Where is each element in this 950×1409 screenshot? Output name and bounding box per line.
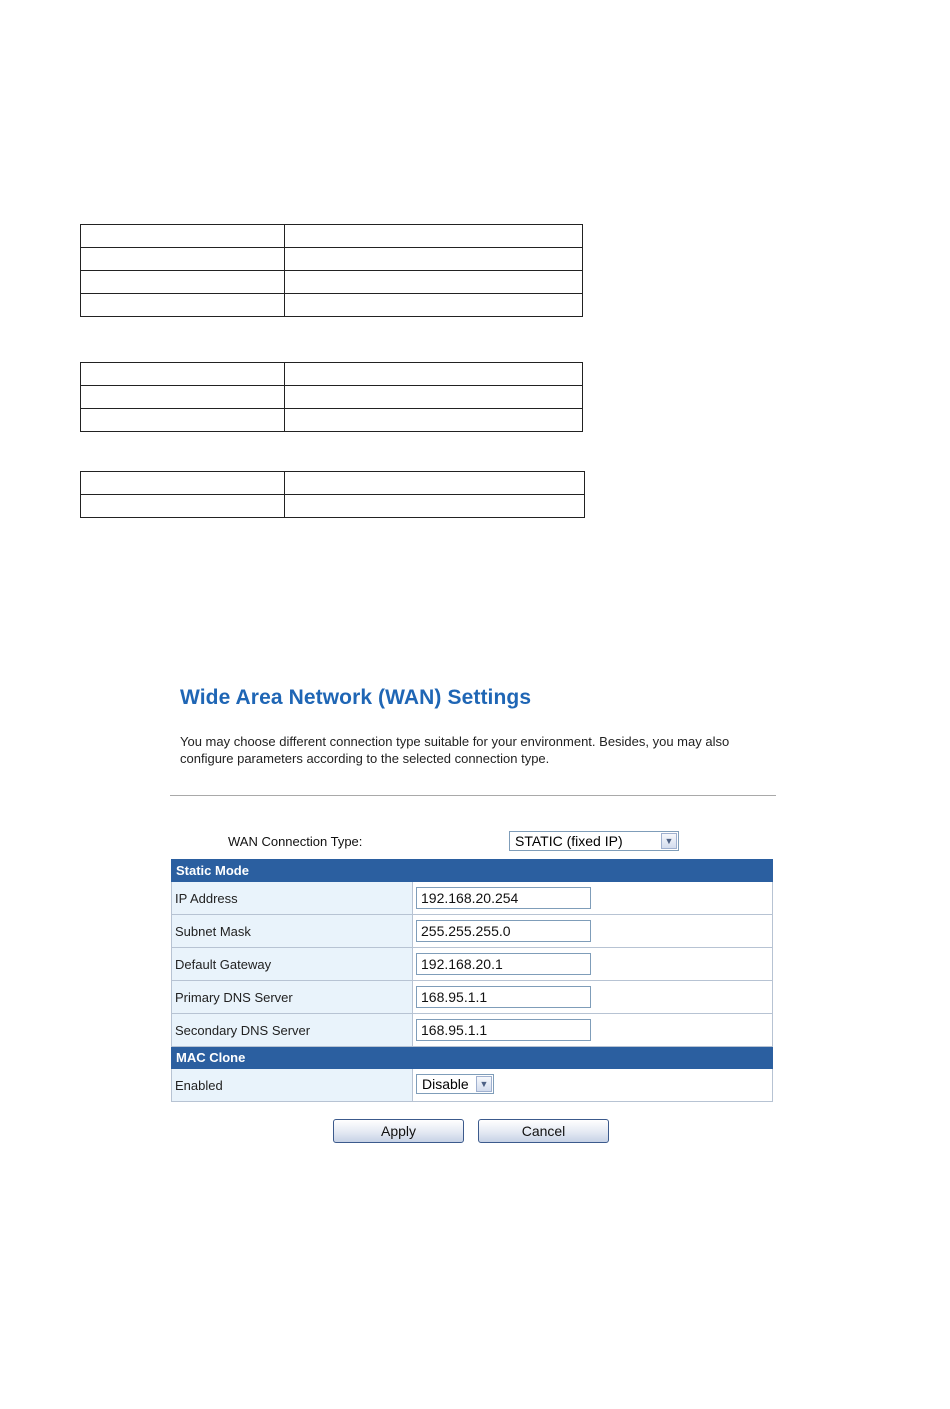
static-mode-heading: Static Mode (172, 860, 773, 882)
table-row (172, 981, 773, 1014)
primary-dns-label: Primary DNS Server (172, 981, 413, 1014)
apply-button[interactable]: Apply (333, 1119, 464, 1143)
subnet-mask-field[interactable]: 255.255.255.0 (416, 920, 591, 942)
table-row (172, 948, 773, 981)
wan-connection-type-value: STATIC (fixed IP) (515, 833, 623, 849)
primary-dns-field[interactable]: 168.95.1.1 (416, 986, 591, 1008)
default-gateway-field[interactable]: 192.168.20.1 (416, 953, 591, 975)
empty-table-2 (80, 362, 583, 432)
divider (170, 795, 776, 796)
table-row (172, 1069, 773, 1102)
page-title: Wide Area Network (WAN) Settings (180, 686, 532, 709)
chevron-down-icon[interactable]: ▼ (661, 833, 677, 849)
subnet-mask-label: Subnet Mask (172, 915, 413, 948)
mac-clone-select[interactable] (416, 1074, 494, 1094)
empty-table-3 (80, 471, 585, 518)
wan-connection-type-select[interactable] (509, 831, 679, 851)
empty-table-1 (80, 224, 583, 317)
secondary-dns-field[interactable]: 168.95.1.1 (416, 1019, 591, 1041)
static-settings-table (171, 859, 773, 1102)
secondary-dns-label: Secondary DNS Server (172, 1014, 413, 1047)
table-row (172, 915, 773, 948)
mac-clone-heading: MAC Clone (172, 1047, 773, 1069)
wan-connection-type-label: WAN Connection Type: (228, 834, 363, 849)
chevron-down-icon[interactable]: ▼ (476, 1076, 492, 1092)
wan-settings-panel (168, 678, 778, 1158)
ip-address-field[interactable]: 192.168.20.254 (416, 887, 591, 909)
mac-clone-value: Disable (422, 1076, 469, 1092)
table-row (172, 882, 773, 915)
ip-address-label: IP Address (172, 882, 413, 915)
default-gateway-label: Default Gateway (172, 948, 413, 981)
page-description: You may choose different connection type suitable for your environment. Besides, you may also configure parameters according to the selected connection type. (180, 734, 730, 766)
table-row (172, 1014, 773, 1047)
mac-clone-enabled-label: Enabled (172, 1069, 413, 1102)
cancel-button[interactable]: Cancel (478, 1119, 609, 1143)
